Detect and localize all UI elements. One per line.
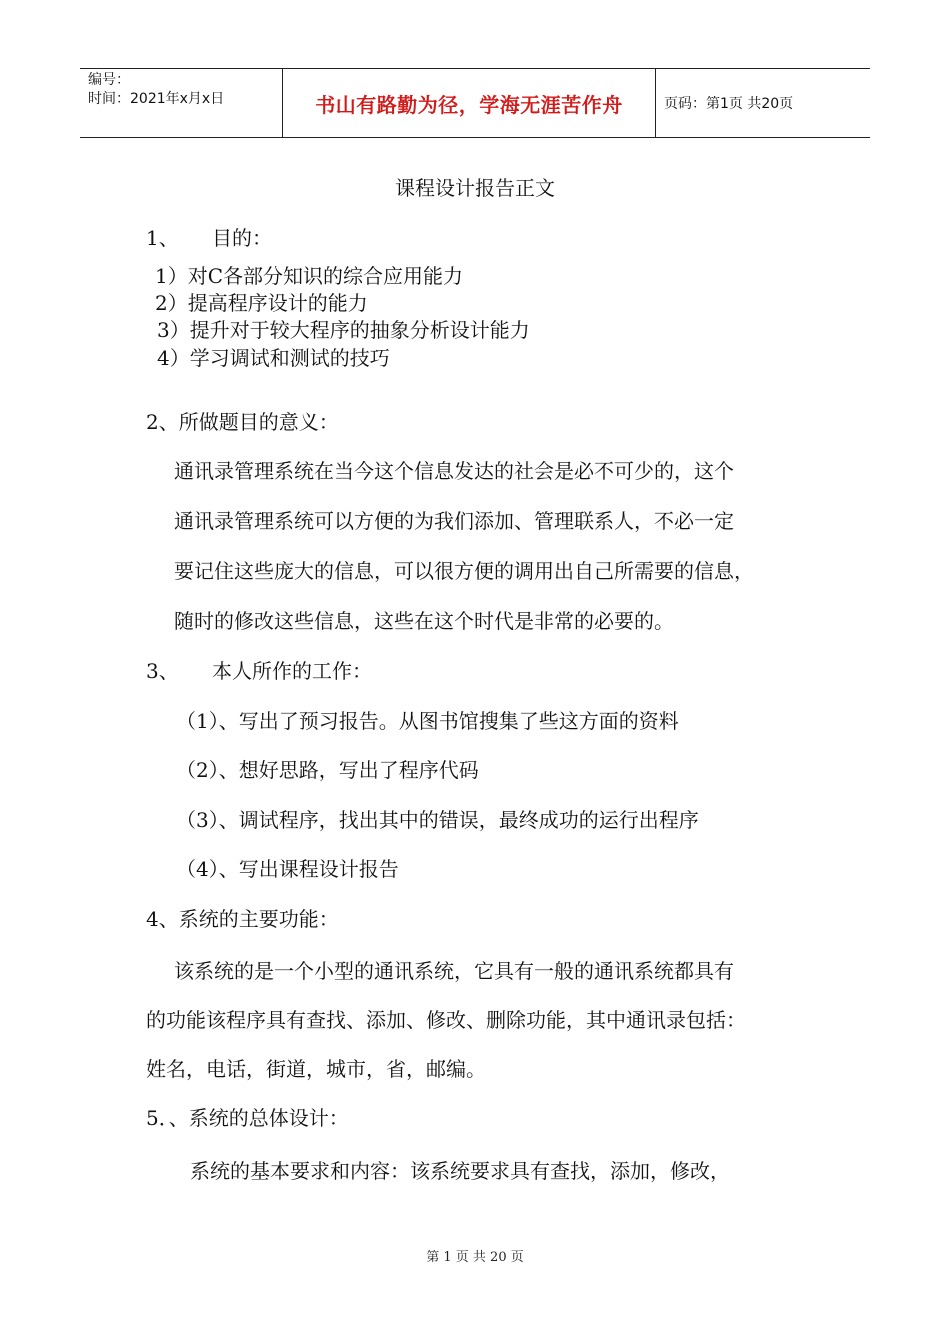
- goal-item: 1）对C各部分知识的综合应用能力: [155, 264, 464, 288]
- header-motto-cell: [282, 69, 656, 137]
- goal-item: 4）学习调试和测试的技巧: [157, 346, 390, 370]
- page-header: [80, 68, 870, 138]
- section2-paragraph-line: 随时的修改这些信息，这些在这个时代是非常的必要的。: [174, 609, 674, 633]
- section1-number: 1、: [146, 226, 179, 250]
- header-meta: [80, 69, 280, 137]
- goal-item: 2）提高程序设计的能力: [155, 291, 368, 315]
- time-label: 时间：2021年x月x日: [88, 91, 225, 107]
- header-page-info: 页码：第1页 共20页: [664, 96, 794, 112]
- section2-paragraph-line: 要记住这些庞大的信息，可以很方便的调用出自己所需要的信息，: [174, 559, 754, 583]
- section3-number: 3、: [146, 659, 179, 683]
- work-item: （1）、写出了预习报告。从图书馆搜集了些这方面的资料: [176, 709, 679, 733]
- section2-paragraph-line: 通讯录管理系统可以方便的为我们添加、管理联系人，不必一定: [174, 509, 734, 533]
- section5-paragraph-line: 系统的基本要求和内容：该系统要求具有查找，添加，修改，: [190, 1159, 730, 1183]
- page-footer: 第 1 页 共 20 页: [426, 1250, 524, 1265]
- section5-heading: 5．、系统的总体设计：: [146, 1106, 349, 1130]
- section4-paragraph-line: 该系统的是一个小型的通讯系统，它具有一般的通讯系统都具有: [174, 959, 734, 983]
- work-item: （2）、想好思路，写出了程序代码: [176, 758, 479, 782]
- section3-heading: 本人所作的工作：: [212, 659, 372, 683]
- goal-item: 3）提升对于较大程序的抽象分析设计能力: [157, 318, 530, 342]
- section2-heading: 2、所做题目的意义：: [146, 410, 339, 434]
- number-label: 编号：: [88, 72, 130, 88]
- section2-paragraph-line: 通讯录管理系统在当今这个信息发达的社会是必不可少的，这个: [174, 459, 734, 483]
- section1-heading: 目的：: [212, 226, 272, 250]
- work-item: （4）、写出课程设计报告: [176, 857, 399, 881]
- work-item: （3）、调试程序，找出其中的错误，最终成功的运行出程序: [176, 808, 699, 832]
- document-title: 课程设计报告正文: [395, 176, 555, 200]
- section4-paragraph-line: 的功能该程序具有查找、添加、修改、删除功能，其中通讯录包括：: [146, 1008, 746, 1032]
- section4-paragraph-line: 姓名，电话，街道，城市，省，邮编。: [146, 1057, 486, 1081]
- header-motto: 书山有路勤为径，学海无涯苦作舟: [315, 92, 623, 117]
- section4-heading: 4、系统的主要功能：: [146, 907, 339, 931]
